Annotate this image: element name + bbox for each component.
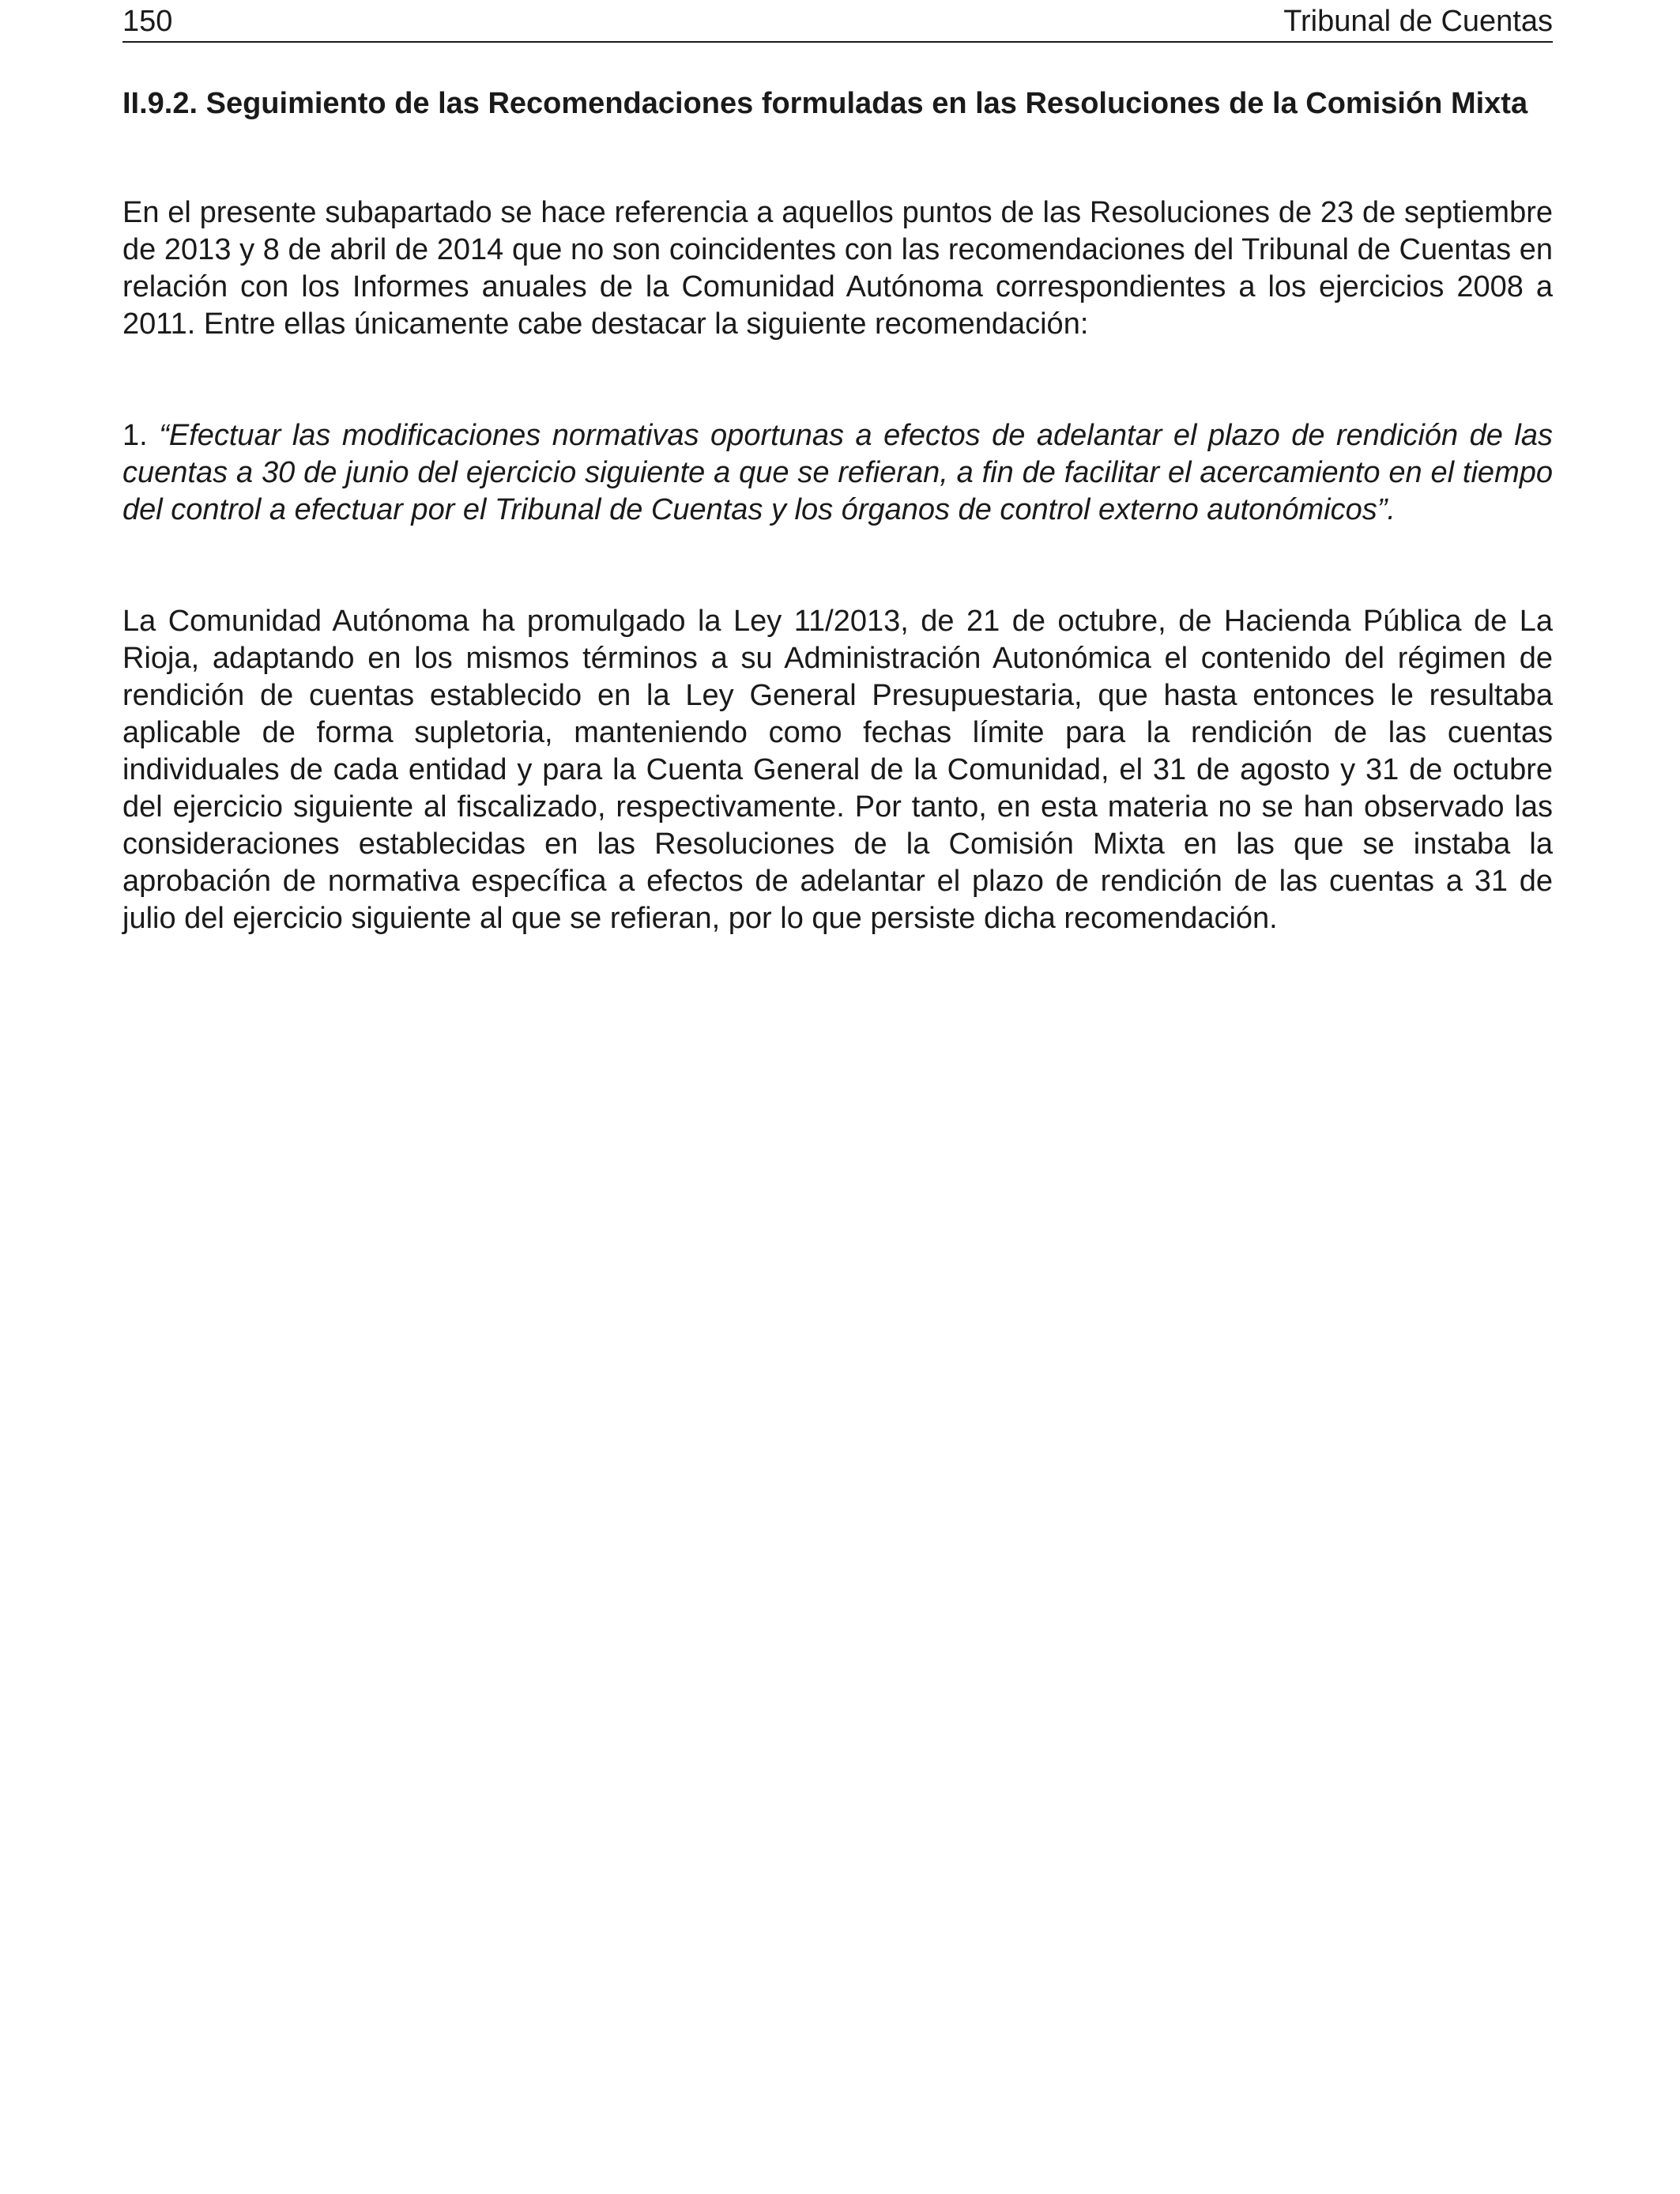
intro-paragraph: En el presente subapartado se hace referencia a aquellos puntos de las Resoluciones de 23 de septiembre de 2013 y 8 de abril de 2014 que no son coincidentes con las recomendaciones del Tribunal de Cuentas en relación con los Informes anuales de la Comunidad Autónoma correspondientes a los ejercicios 2008 a 2011. Entre ellas únicamente cabe destacar la siguiente recomendación: <box>122 196 1553 341</box>
page-number: 150 <box>122 5 173 38</box>
recommendation-text: “Efectuar las modificaciones normativas oportunas a efectos de adelantar el plazo de rendición de las cuentas a 30 de junio del ejercicio siguiente a que se refieran, a fin de facilitar el acercamiento en el tiempo del control a efectuar por el Tribunal de Cuentas y los órganos de control externo autonómicos”. <box>122 419 1553 526</box>
recommendation-number: 1. <box>122 419 148 452</box>
section-title: II.9.2. Seguimiento de las Recomendaciones formuladas en las Resoluciones de la Comisión Mixta <box>122 87 1528 120</box>
body-paragraph: La Comunidad Autónoma ha promulgado la Ley 11/2013, de 21 de octubre, de Hacienda Pública de La Rioja, adaptando en los mismos términos a su Administración Autonómica el contenido del régimen de rendición de cuentas establecido en la Ley General Presupuestaria, que hasta entonces le resultaba aplicable de forma supletoria, manteniendo como fechas límite para la rendición de las cuentas individuales de cada entidad y para la Cuenta General de la Comunidad, el 31 de agosto y 31 de octubre del ejercicio siguiente al fiscalizado, respectivamente. Por tanto, en esta materia no se han observado las consideraciones establecidas en las Resoluciones de la Comisión Mixta en las que se instaba la aprobación de normativa específica a efectos de adelantar el plazo de rendición de las cuentas a 31 de julio del ejercicio siguiente al que se refieran, por lo que persiste dicha recomendación. <box>122 605 1553 935</box>
running-title: Tribunal de Cuentas <box>1283 5 1553 38</box>
recommendation-paragraph <box>122 417 1553 529</box>
page-header <box>122 0 1553 43</box>
